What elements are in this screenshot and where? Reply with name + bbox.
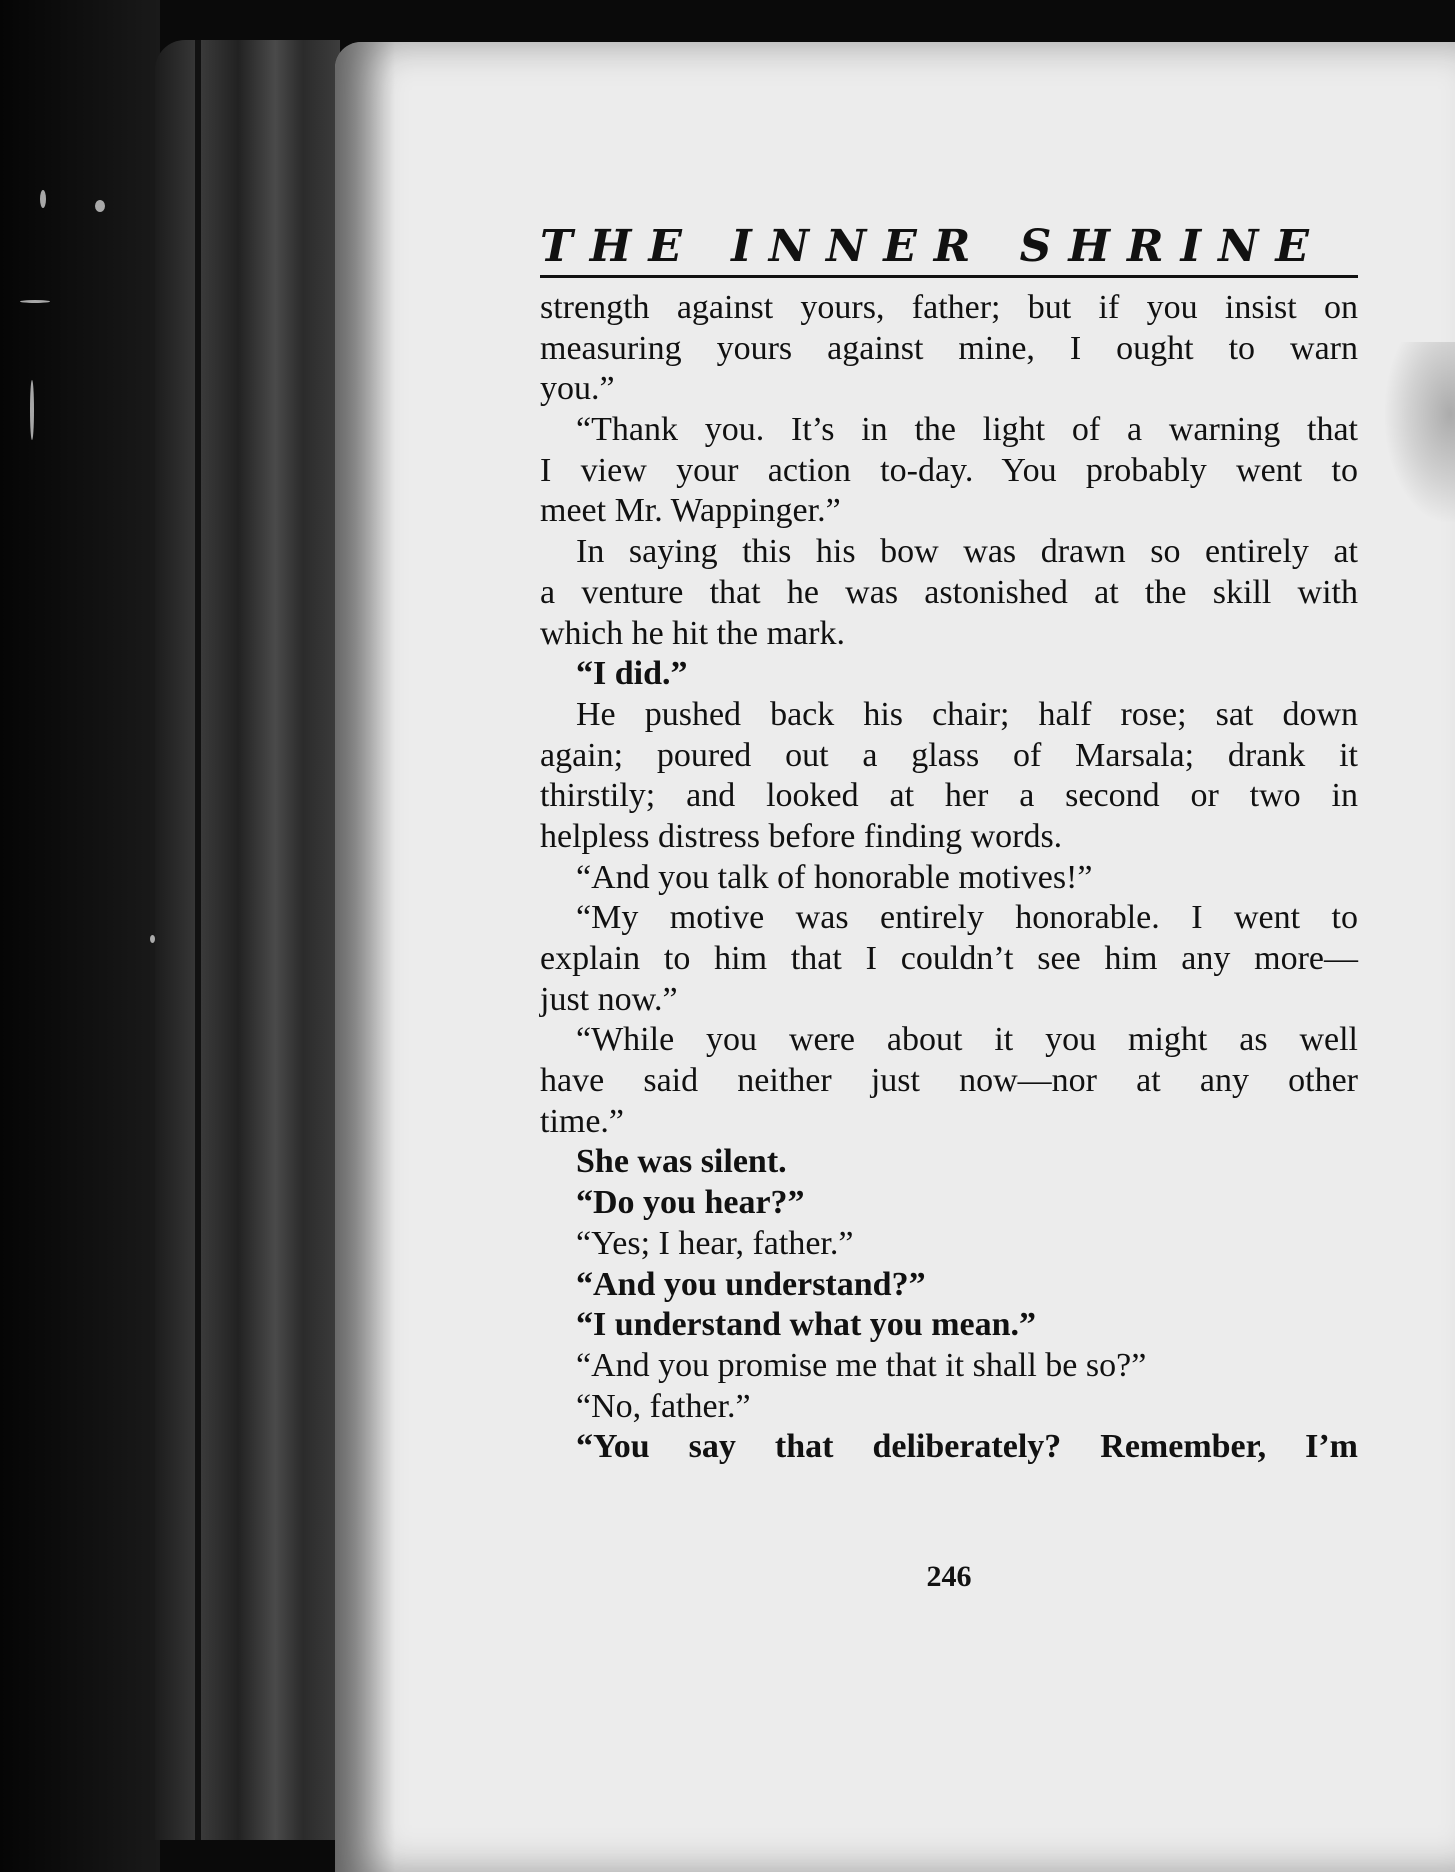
text-line: I view your action to-day. You probably went to xyxy=(540,451,1358,489)
text-line: a venture that he was astonished at the skill with xyxy=(540,573,1358,611)
text-line: She was silent. xyxy=(576,1143,787,1181)
dark-margin xyxy=(0,0,160,1872)
text-line: “No, father.” xyxy=(576,1387,751,1425)
text-line: again; poured out a glass of Marsala; drank it xyxy=(540,736,1358,774)
text-line: “Yes; I hear, father.” xyxy=(576,1224,854,1262)
text-line: In saying this his bow was drawn so entirely at xyxy=(576,533,1358,571)
text-line: “And you talk of honorable motives!” xyxy=(576,858,1093,896)
body-text xyxy=(540,288,1358,1468)
text-line: He pushed back his chair; half rose; sat down xyxy=(576,695,1358,733)
text-line: have said neither just now—nor at any other xyxy=(540,1062,1358,1100)
text-line: “You say that deliberately? Remember, I’m xyxy=(576,1428,1358,1466)
text-line: “I understand what you mean.” xyxy=(576,1306,1037,1344)
text-line: time.” xyxy=(540,1102,625,1140)
running-head: THE INNER SHRINE xyxy=(540,221,1326,272)
gutter-shadow xyxy=(335,42,395,1872)
text-line: strength against yours, father; but if you insist on xyxy=(540,289,1358,326)
text-line: which he hit the mark. xyxy=(540,614,845,652)
text-line: thirstily; and looked at her a second or two in xyxy=(540,777,1358,815)
dust-speck xyxy=(40,190,46,208)
header-rule xyxy=(540,275,1358,278)
text-line: meet Mr. Wappinger.” xyxy=(540,492,841,530)
dust-speck xyxy=(20,300,50,303)
text-line: “And you understand?” xyxy=(576,1265,926,1303)
text-line: helpless distress before finding words. xyxy=(540,817,1063,855)
page-number: 246 xyxy=(926,1560,972,1593)
text-line: “My motive was entirely honorable. I went to xyxy=(576,899,1358,937)
text-line: “While you were about it you might as well xyxy=(576,1021,1358,1059)
book-page-edges xyxy=(155,40,340,1840)
text-line: “I did.” xyxy=(576,655,688,693)
water-stain xyxy=(1385,342,1455,522)
text-line: just now.” xyxy=(540,980,678,1018)
text-line: “Thank you. It’s in the light of a warning that xyxy=(576,411,1358,449)
dust-speck xyxy=(30,380,34,440)
dust-speck xyxy=(95,200,105,212)
text-line: measuring yours against mine, I ought to warn xyxy=(540,329,1358,367)
text-line: “Do you hear?” xyxy=(576,1184,805,1222)
text-line: “And you promise me that it shall be so?” xyxy=(576,1346,1147,1384)
text-line: you.” xyxy=(540,370,615,408)
text-line: explain to him that I couldn’t see him any more— xyxy=(540,940,1358,977)
